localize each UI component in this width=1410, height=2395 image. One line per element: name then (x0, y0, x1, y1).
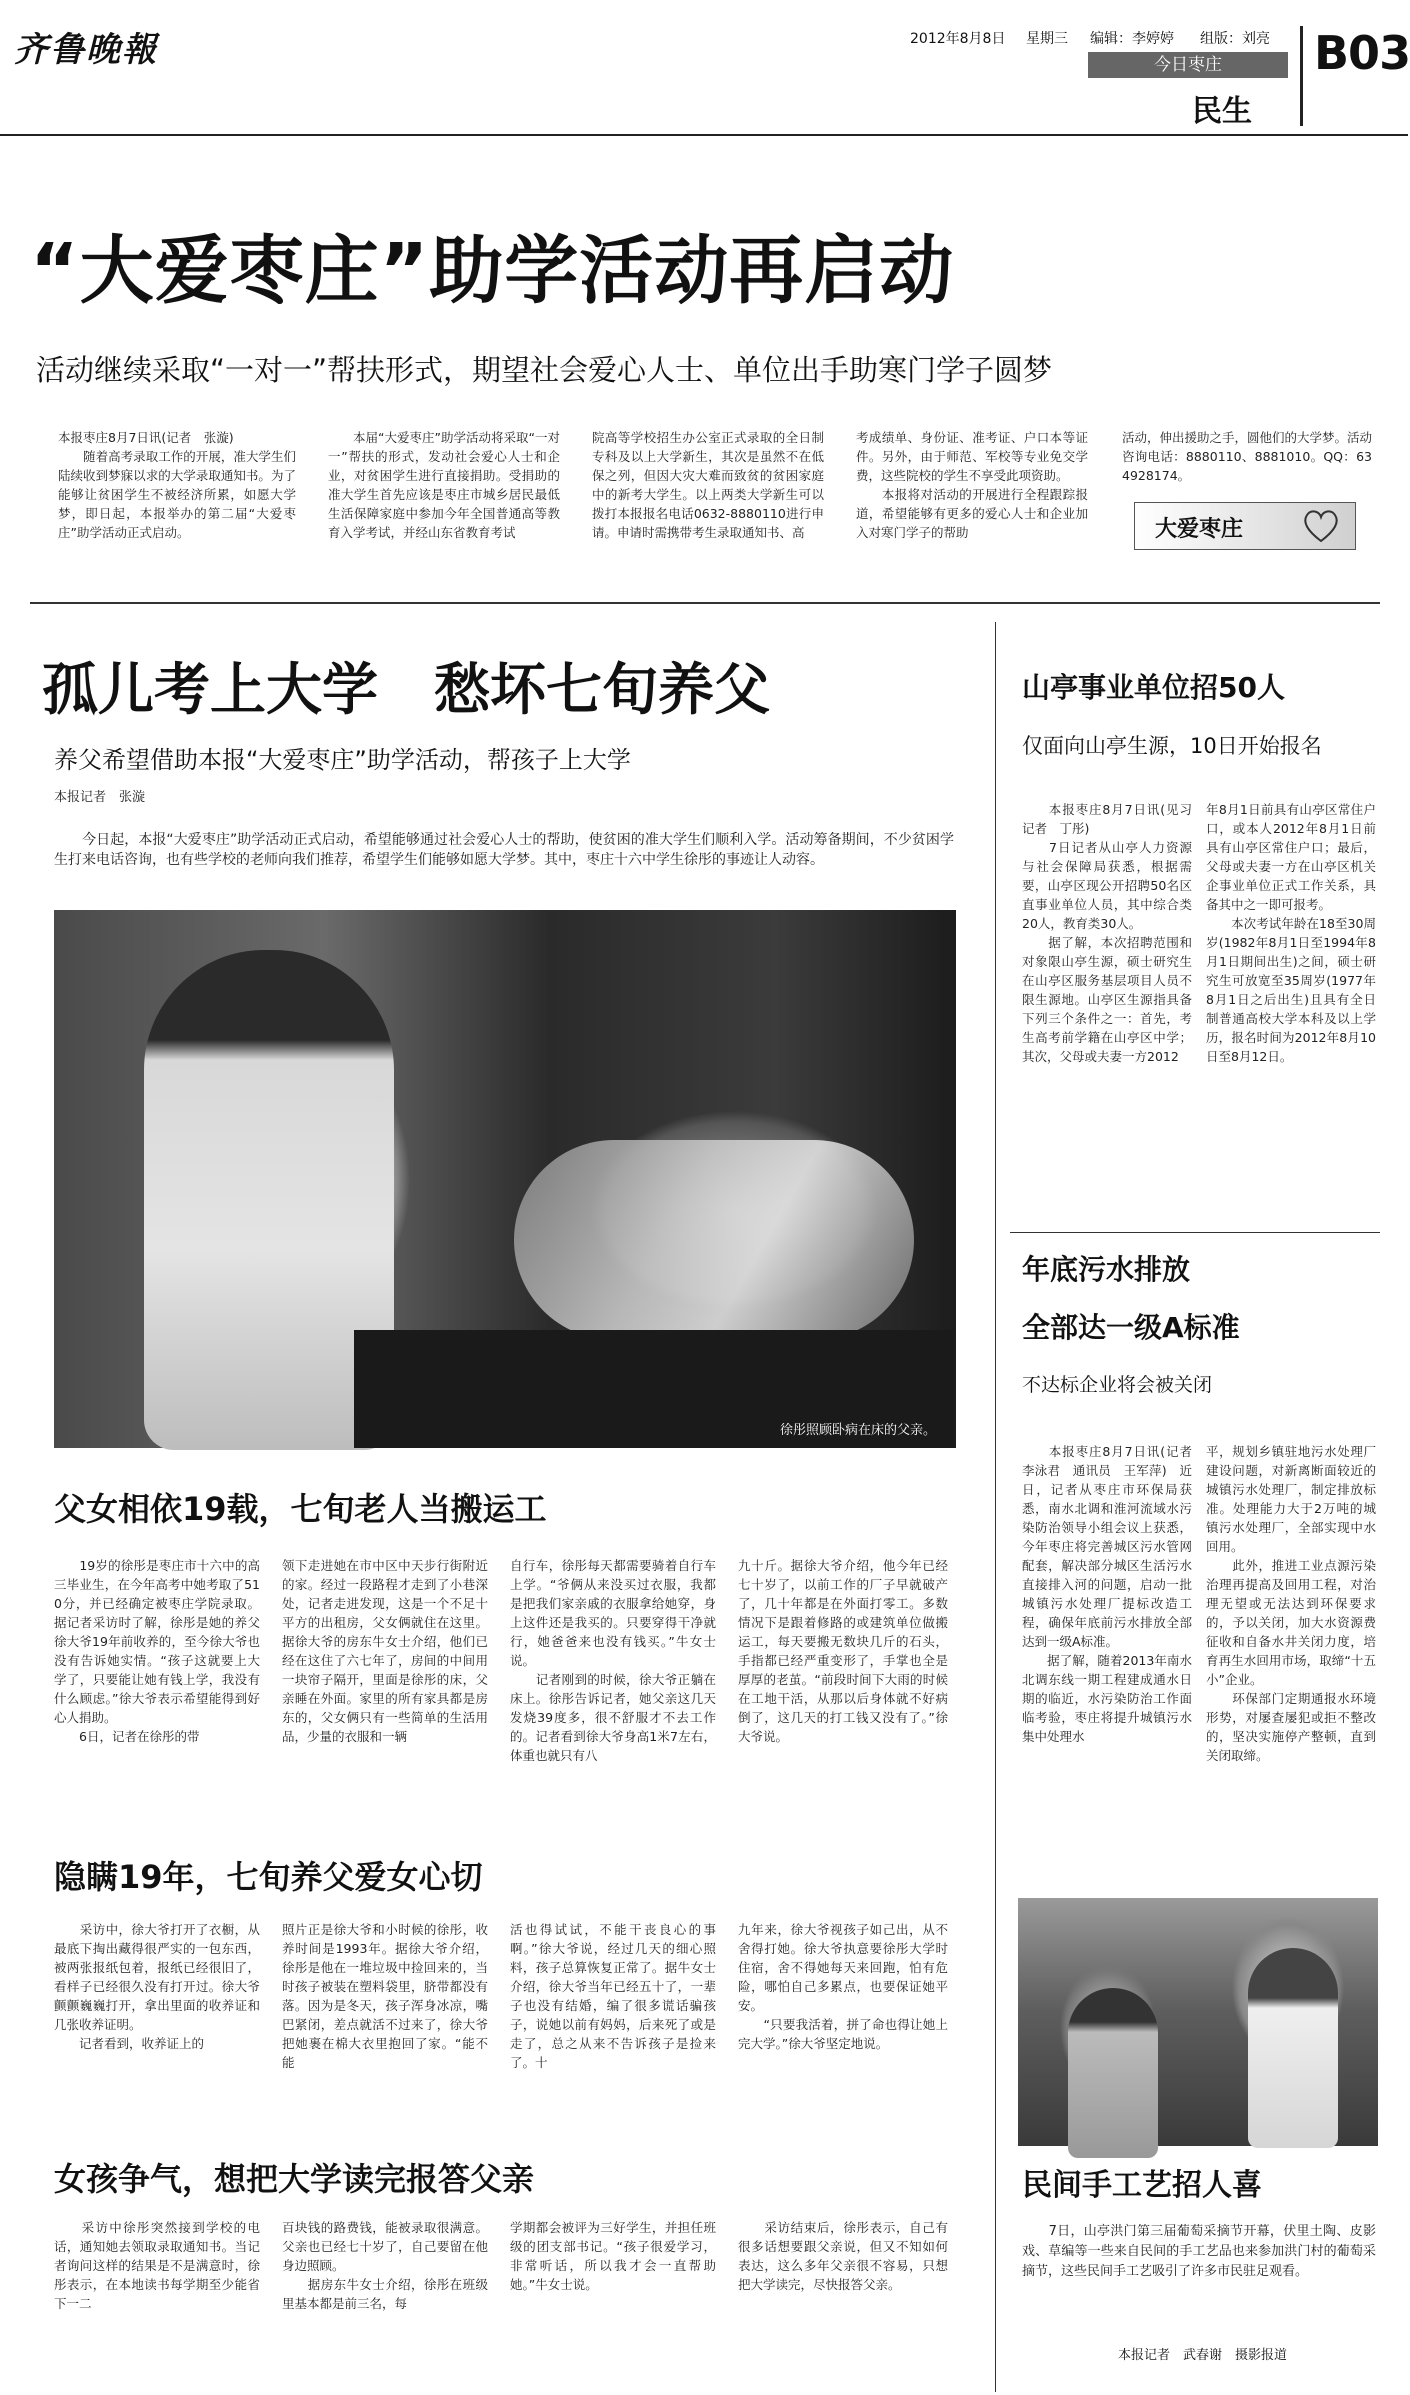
lead-col-5: 活动，伸出援助之手，圆他们的大学梦。活动咨询电话：8880110、8881010。QQ：634928174。 (1122, 430, 1373, 483)
lead-col-2: 本届“大爱枣庄”助学活动将采取“一对一”帮扶的形式，发动社会爱心人士和企业，对贫困学生进行直接捐助。受捐助的准大学生首先应该是枣庄市城乡居民最低生活保障家庭中参加今年全国普通高等教育入学考试，并经山东省教育考试 (328, 430, 560, 540)
lead-col-4: 考成绩单、身份证、准考证、户口本等证件。另外，由于师范、军校等专业免交学费，这些院校的学生不享受此项资助。 本报将对活动的开展进行全程跟踪报道，希望能够有更多的爱心人士和企业加入对寒门学子的帮助 (856, 430, 1088, 540)
section2-col-4: 九年来，徐大爷视孩子如己出，从不舍得打她。徐大爷执意要徐彤大学时住宿，舍不得她每天来回跑，怕有危险，哪怕自己多累点，也要保证她平安。 “只要我活着，拼了命也得让她上完大学。”徐大爷坚定地说。 (738, 1922, 948, 2051)
photo-figure-lying (514, 1140, 914, 1340)
column-divider (995, 622, 996, 2392)
lead-col-3: 院高等学校招生办公室正式录取的全日制专科及以上大学新生，其次是虽然不在低保之列，但因大灾大难而致贫的贫困家庭中的新考大学生。以上两类大学新生可以拨打本报报名电话0632-8880110进行申请。申请时需携带考生录取通知书、高 (592, 430, 824, 540)
section-name: 民生 (1192, 94, 1252, 129)
section1-col-3: 自行车，徐彤每天都需要骑着自行车上学。“爷俩从来没买过衣服，我都是把我们家亲戚的衣服拿给她穿，身上这件还是我买的。只要穿得干净就行，她爸爸来也没有钱买。”牛女士说。 记者刚到的时候，徐大爷正躺在床上。徐彤告诉记者，她父亲这几天发烧39度多，很不舒服才不去工作的。记者看到徐大爷身高1米7左右，体重也就只有八 (510, 1558, 716, 1763)
side1-rule (1010, 1232, 1380, 1233)
lead-bottom-rule (30, 602, 1380, 604)
side3-body: 7日，山亭洪门第三届葡萄采摘节开幕，伏里土陶、皮影戏、草编等一些来自民间的手工艺品也来参加洪门村的葡萄采摘节，这些民间手工艺吸引了许多市民驻足观看。 (1022, 2224, 1376, 2279)
masthead-rule (0, 134, 1408, 136)
side1-title: 山亭事业单位招50人 (1022, 671, 1285, 704)
photo-figure-adult (1068, 1988, 1158, 2158)
side3-photo (1018, 1898, 1378, 2146)
photo-caption: 徐彤照顾卧病在床的父亲。 (779, 1423, 936, 1438)
page-number-divider (1300, 26, 1303, 126)
editor-credit: 编辑：李婷婷 (1090, 31, 1174, 47)
lead-subhead: 活动继续采取“一对一”帮扶形式，期望社会爱心人士、单位出手助寒门学子圆梦 (36, 353, 1053, 387)
main-headline: 孤儿考上大学 愁坏七旬养父 (42, 658, 770, 723)
section1-col-1: 19岁的徐彤是枣庄市十六中的高三毕业生，在今年高考中她考取了510分，并已经确定被枣庄学院录取。据记者采访时了解，徐彤是她的养父徐大爷19年前收养的，至今徐大爷也没有告诉她实情。“孩子这就要上大学了，只要能让她有钱上学，我没有什么顾虑。”徐大爷表示希望能得到好心人捐助。 6日，记者在徐彤的带 (54, 1558, 260, 1744)
section3-col-1: 采访中徐彤突然接到学校的电话，通知她去领取录取通知书。当记者询问这样的结果是不是满意时，徐彤表示，在本地读书每学期至少能省下一二 (54, 2220, 260, 2311)
photo-figure-child (1248, 1948, 1338, 2148)
section3-col-2: 百块钱的路费钱，能被录取很满意。父亲也已经七十岁了，自己要留在他身边照顾。 据房东牛女士介绍，徐彤在班级里基本都是前三名，每 (282, 2220, 488, 2311)
heart-icon (1301, 509, 1341, 543)
side1-col-2: 年8月1日前具有山亭区常住户口，或本人2012年8月1日前具有山亭区常住户口；最后，父母或夫妻一方在山亭区机关企事业单位正式工作关系，具备其中之一即可报考。 本次考试年龄在18至30周岁(1982年8月1日至1994年8月1日期间出生)之间，硕士研究生可放宽至35周岁(1977年8月1日之后出生)且具有全日制普通高校大学本科及以上学历，报名时间为2012年8月10日至8月12日。 (1206, 802, 1376, 1064)
lead-headline: “大爱枣庄”助学活动再启动 (30, 228, 955, 314)
side3-credit: 本报记者 武春谢 摄影报道 (1118, 2348, 1288, 2363)
main-subhead: 养父希望借助本报“大爱枣庄”助学活动，帮孩子上大学 (54, 746, 631, 774)
side1-col-1: 本报枣庄8月7日讯(见习记者 丁彤) 7日记者从山亭人力资源与社会保障局获悉，根据需要，山亭区现公开招聘50名区直事业单位人员，其中综合类20人，教育类30人。 据了解，本次招聘范围和对象限山亭生源，硕士研究生在山亭区服务基层项目人员不限生源地。山亭区生源指具备下列三个条件之一：首先，考生高考前学籍在山亭区中学；其次，父母或夫妻一方2012 (1022, 802, 1192, 1064)
main-photo (54, 910, 956, 1448)
campaign-logo-badge (1134, 502, 1356, 550)
section3-col-3: 学期都会被评为三好学生，并担任班级的团支部书记。“孩子很爱学习，非常听话，所以我才会一直帮助她。”牛女士说。 (510, 2220, 716, 2292)
main-intro: 今日起，本报“大爱枣庄”助学活动正式启动，希望能够通过社会爱心人士的帮助，使贫困的准大学生们顺利入学。活动筹备期间，不少贫困学生打来电话咨询，也有些学校的老师向我们推荐，希望学生们能够如愿大学梦。其中，枣庄十六中学生徐彤的事迹让人动容。 (54, 832, 954, 868)
section1-col-4: 九十斤。据徐大爷介绍，他今年已经七十岁了，以前工作的厂子早就破产了，几十年都是在外面打零工。多数情况下是跟着修路的或建筑单位做搬运工，每天要搬无数块几斤的石头，手指都已经严重变形了，手掌也全是厚厚的老茧。“前段时间下大雨的时候在工地干活，从那以后身体就不好病倒了，这几天的打工钱又没有了。”徐大爷说。 (738, 1558, 948, 1744)
side2-title-line1: 年底污水排放 (1022, 1253, 1191, 1286)
side2-col-2: 平，规划乡镇驻地污水处理厂建设问题，对新离断面较近的城镇污水处理厂，制定排放标准。处理能力大于2万吨的城镇污水处理厂，全部实现中水回用。 此外，推进工业点源污染治理再提高及回用工程，对治理无望或无法达到环保要求的，予以关闭，加大水资源费征收和自备水井关闭力度，培育再生水回用市场，取缔“十五小”企业。 环保部门定期通报水环境形势，对屡查屡犯或拒不整改的，坚决实施停产整顿，直到关闭取缔。 (1206, 1444, 1376, 1763)
lead-col-1: 本报枣庄8月7日讯(记者 张漩) 随着高考录取工作的开展，准大学生们陆续收到梦寐以求的大学录取通知书。为了能够让贫困学生不被经济所累，如愿大学梦，即日起，本报举办的第二届“大爱枣庄”助学活动正式启动。 (58, 430, 296, 540)
section2-col-3: 活也得试试，不能干丧良心的事啊。”徐大爷说，经过几天的细心照料，孩子总算恢复正常了。据牛女士介绍，徐大爷当年已经五十了，一辈子也没有结婚，编了很多谎话骗孩子，说她以前有妈妈，后来死了或是走了，总之从来不告诉孩子是捡来了。十 (510, 1922, 716, 2070)
section2-col-2: 照片正是徐大爷和小时候的徐彤，收养时间是1993年。据徐大爷介绍，徐彤是他在一堆垃圾中捡回来的，当时孩子被装在塑料袋里，脐带都没有落。因为是冬天，孩子浑身冰凉，嘴巴紧闭，差点就活不过来了，徐大爷把她裹在棉大衣里抱回了家。“能不能 (282, 1922, 488, 2070)
section3-title: 女孩争气，想把大学读完报答父亲 (54, 2160, 535, 2198)
main-byline: 本报记者 张漩 (54, 790, 146, 805)
section-tag: 今日枣庄 (1088, 52, 1288, 78)
page-number: B03 (1314, 26, 1410, 80)
section3-col-4: 采访结束后，徐彤表示，自己有很多话想要跟父亲说，但又不知如何表达，这么多年父亲很不容易，只想把大学读完，尽快报答父亲。 (738, 2220, 948, 2292)
side2-col-1: 本报枣庄8月7日讯(记者 李泳君 通讯员 王军萍) 近日，记者从枣庄市环保局获悉，南水北调和淮河流域水污染防治领导小组会议上获悉，今年枣庄将完善城区污水管网配套，解决部分城区生活污水直接排入河的问题，启动一批城镇污水处理厂提标改造工程，确保年底前污水排放全部达到一级A标准。 据了解，随着2013年南水北调东线一期工程建成通水日期的临近，水污染防治工作面临考验，枣庄将提升城镇污水集中处理水 (1022, 1444, 1192, 1744)
layout-credit: 组版：刘亮 (1200, 31, 1270, 47)
campaign-logo-text: 大爱枣庄 (1155, 517, 1244, 542)
section2-col-1: 采访中，徐大爷打开了衣橱，从最底下掏出藏得很严实的一包东西，被两张报纸包着，报纸已经很旧了，看样子已经很久没有打开过。徐大爷颤颤巍巍打开，拿出里面的收养证和几张收养证明。 记者看到，收养证上的 (54, 1922, 260, 2051)
issue-date: 2012年8月8日 (910, 31, 1006, 47)
side1-subhead: 仅面向山亭生源，10日开始报名 (1022, 734, 1322, 758)
side3-title: 民间手工艺招人喜 (1022, 2168, 1262, 2203)
newspaper-logo: 齐鲁晚報 (14, 30, 158, 70)
side2-subhead: 不达标企业将会被关闭 (1022, 1374, 1213, 1396)
issue-weekday: 星期三 (1026, 31, 1068, 47)
section1-col-2: 领下走进她在市中区中天步行街附近的家。经过一段路程才走到了小巷深处，记者走进发现，这是一个不足十平方的出租房，父女俩就住在这里。据徐大爷的房东牛女士介绍，他们已经在这住了六七年了，房间的中间用一块帘子隔开，里面是徐彤的床，父亲睡在外面。家里的所有家具都是房东的，父女俩只有一些简单的生活用品，少量的衣服和一辆 (282, 1558, 488, 1744)
section1-title: 父女相依19载，七旬老人当搬运工 (54, 1490, 547, 1528)
side2-title-line2: 全部达一级A标准 (1022, 1311, 1240, 1344)
section2-title: 隐瞒19年，七旬养父爱女心切 (54, 1858, 483, 1896)
